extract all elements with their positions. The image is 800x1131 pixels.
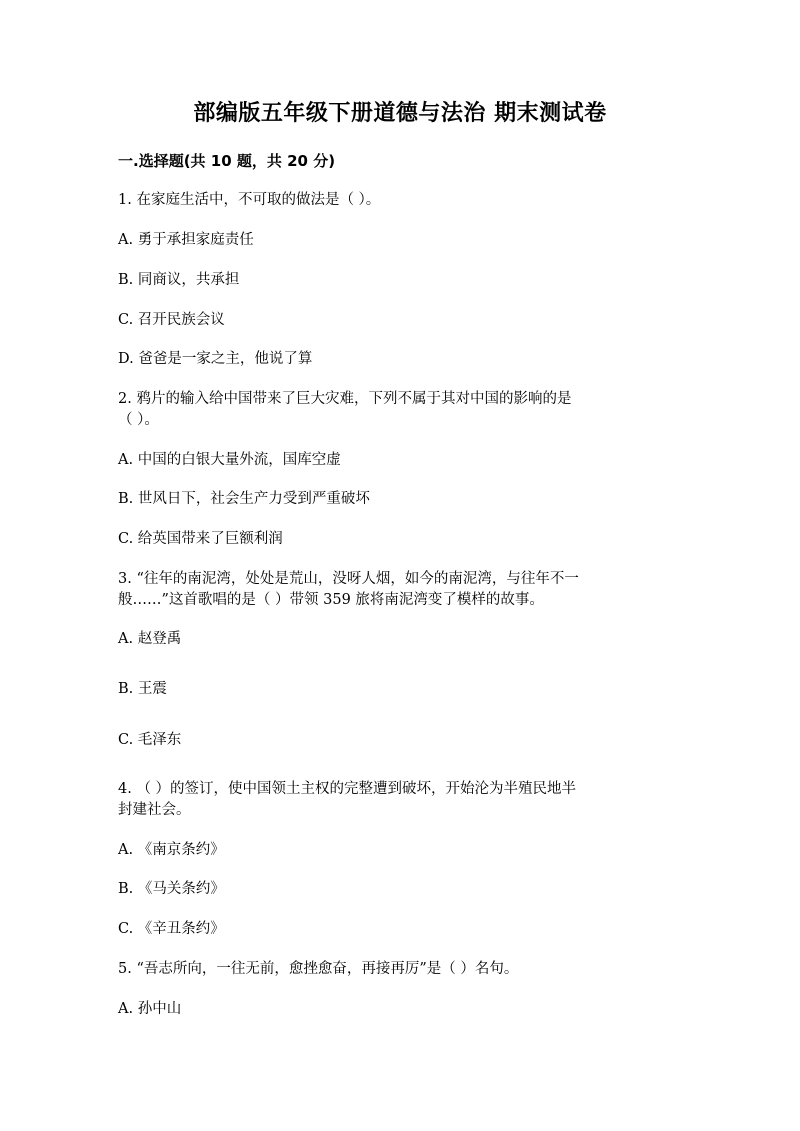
question-2-option-c: C. 给英国带来了巨额利润 bbox=[118, 531, 283, 547]
question-1-option-c: C. 召开民族会议 bbox=[118, 312, 225, 328]
question-5-option-a: A. 孙中山 bbox=[118, 1001, 182, 1017]
question-2-stem-line-1: 2. 鸦片的输入给中国带来了巨大灾难，下列不属于其对中国的影响的是 bbox=[118, 391, 572, 407]
question-2-option-b: B. 世风日下，社会生产力受到严重破坏 bbox=[118, 491, 370, 507]
question-3-option-b: B. 王震 bbox=[118, 681, 167, 697]
question-3-stem-line-2: 般……”这首歌唱的是（ ）带领 359 旅将南泥湾变了模样的故事。 bbox=[118, 592, 544, 608]
question-4-stem-line-2: 封建社会。 bbox=[118, 802, 191, 818]
question-5-stem: 5. “吾志所向，一往无前，愈挫愈奋，再接再厉”是（ ）名句。 bbox=[118, 961, 519, 977]
question-4-option-b: B. 《马关条约》 bbox=[118, 881, 225, 897]
question-1-option-a: A. 勇于承担家庭责任 bbox=[118, 232, 254, 248]
question-2-option-a: A. 中国的白银大量外流，国库空虚 bbox=[118, 452, 341, 468]
question-3-stem-line-1: 3. “往年的南泥湾，处处是荒山，没呀人烟，如今的南泥湾，与往年不一 bbox=[118, 571, 579, 587]
question-4-option-a: A. 《南京条约》 bbox=[118, 842, 225, 858]
question-4-option-c: C. 《辛丑条约》 bbox=[118, 921, 225, 937]
question-1-option-d: D. 爸爸是一家之主，他说了算 bbox=[118, 351, 313, 367]
question-1-stem: 1. 在家庭生活中，不可取的做法是（ ）。 bbox=[118, 192, 381, 208]
question-2-stem-line-2: （ ）。 bbox=[118, 412, 159, 428]
question-3-option-a: A. 赵登禹 bbox=[118, 631, 182, 647]
section-heading: 一.选择题(共 10 题，共 20 分) bbox=[118, 152, 336, 170]
page-title: 部编版五年级下册道德与法治 期末测试卷 bbox=[193, 101, 607, 126]
question-4-stem-line-1: 4. （ ）的签订，使中国领土主权的完整遭到破坏，开始沦为半殖民地半 bbox=[118, 781, 577, 797]
question-3-option-c: C. 毛泽东 bbox=[118, 732, 182, 748]
question-1-option-b: B. 同商议，共承担 bbox=[118, 272, 240, 288]
